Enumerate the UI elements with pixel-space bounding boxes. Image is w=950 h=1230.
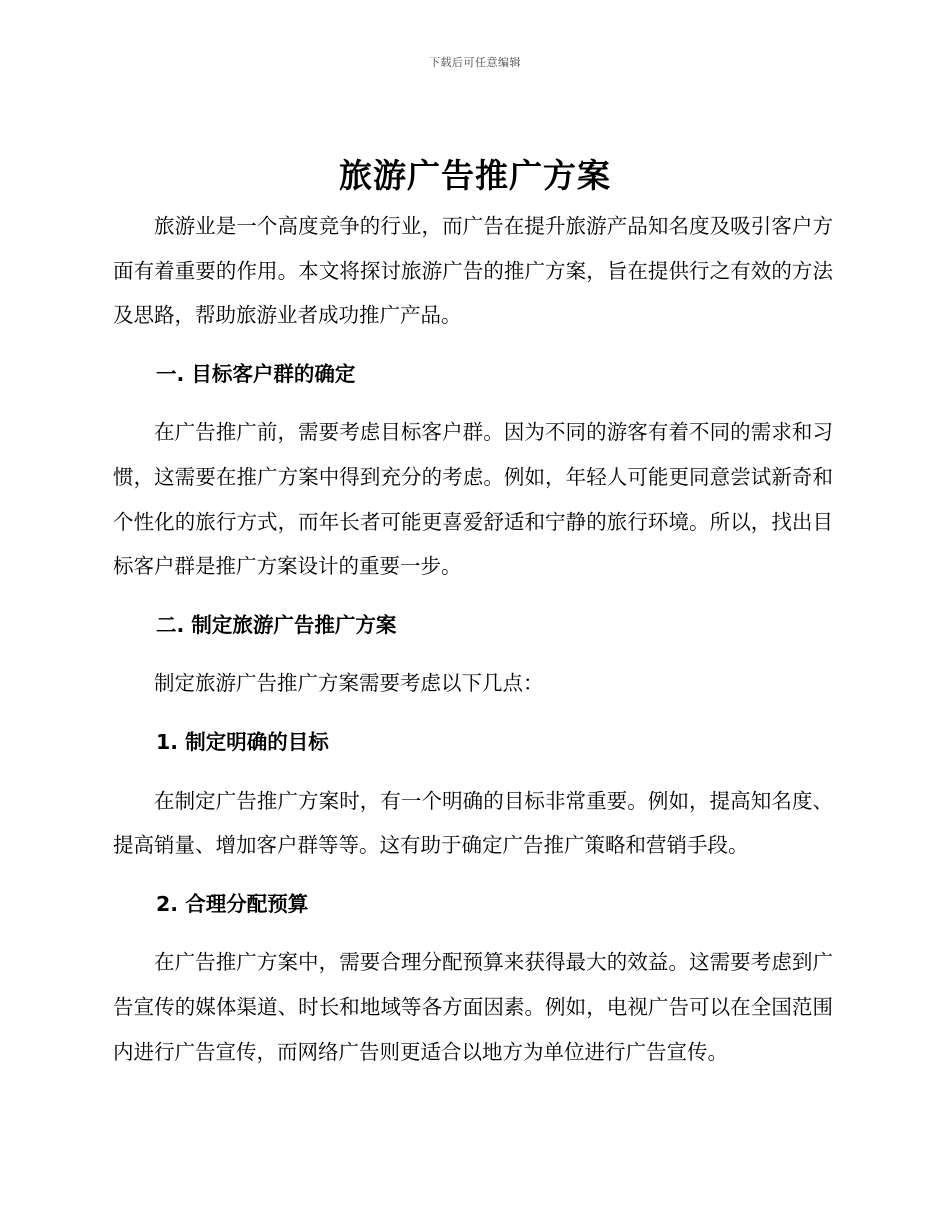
section-2-paragraph: 制定旅游广告推广方案需要考虑以下几点：	[154, 671, 544, 696]
section-1-paragraph: 在广告推广前，需要考虑目标客户群。因为不同的游客有着不同的需求和习惯，这需要在推广方案中得到充分的考虑。例如，年轻人可能更同意尝试新奇和个性化的旅行方式，而年长者可能更喜爱舒适和宁静的旅行环境。所以，找出目标客户群是推广方案设计的重要一步。	[113, 420, 833, 579]
intro-paragraph: 旅游业是一个高度竞争的行业，而广告在提升旅游产品知名度及吸引客户方面有着重要的作用。本文将探讨旅游广告的推广方案，旨在提供行之有效的方法及思路，帮助旅游业者成功推广产品。	[113, 214, 833, 328]
subsection-1-paragraph: 在制定广告推广方案时，有一个明确的目标非常重要。例如，提高知名度、提高销量、增加客户群等等。这有助于确定广告推广策略和营销手段。	[113, 788, 833, 858]
page-header: 下载后可任意编辑	[429, 56, 521, 69]
subsection-2-heading: 2. 合理分配预算	[156, 891, 309, 916]
section-2-heading: 二. 制定旅游广告推广方案	[156, 612, 397, 637]
subsection-2-paragraph: 在广告推广方案中，需要合理分配预算来获得最大的效益。这需要考虑到广告宣传的媒体渠道、时长和地域等各方面因素。例如，电视广告可以在全国范围内进行广告宣传，而网络广告则更适合以地方为单位进行广告宣传。	[113, 950, 833, 1064]
document-title: 旅游广告推广方案	[339, 156, 611, 195]
document-body	[113, 204, 833, 1074]
section-1-heading: 一. 目标客户群的确定	[156, 361, 356, 386]
subsection-1-heading: 1. 制定明确的目标	[156, 729, 329, 754]
